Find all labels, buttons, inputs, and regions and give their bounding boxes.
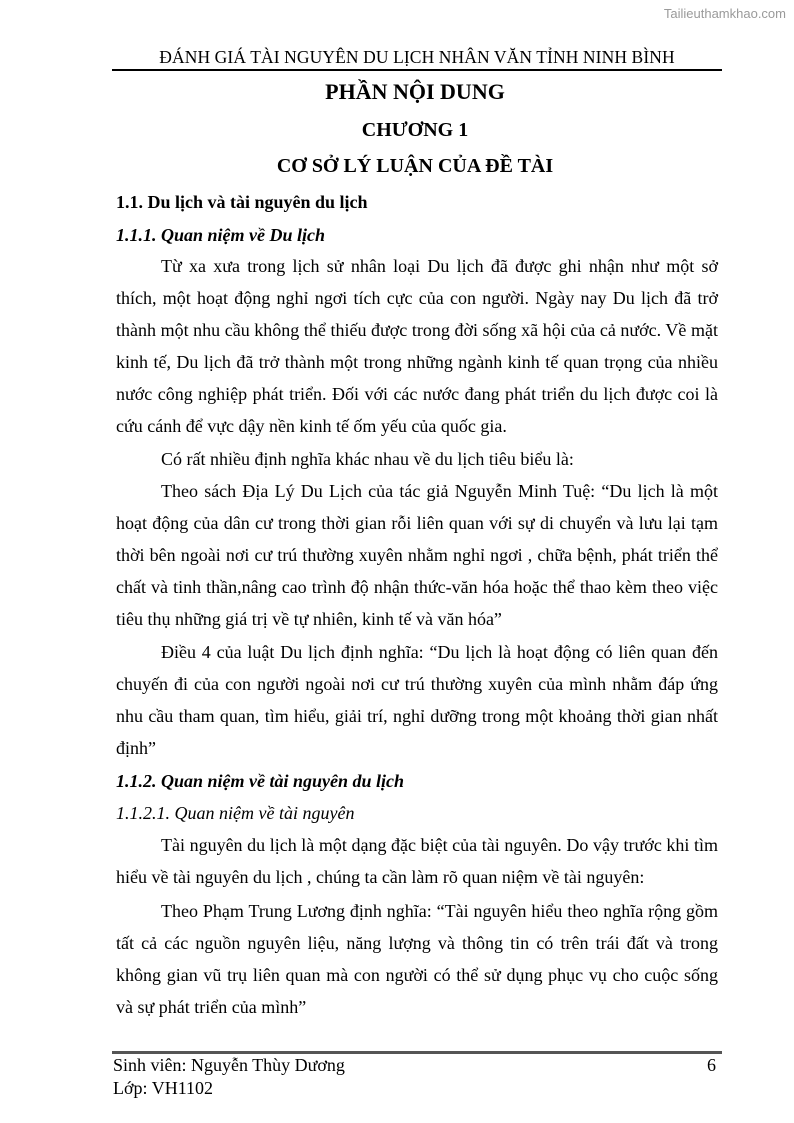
watermark: Tailieuthamkhao.com bbox=[663, 6, 786, 21]
running-header: ĐÁNH GIÁ TÀI NGUYÊN DU LỊCH NHÂN VĂN TỈNH NINH BÌNH bbox=[159, 47, 675, 67]
part-title: PHẦN NỘI DUNG bbox=[325, 79, 505, 104]
footer-divider bbox=[112, 1051, 722, 1054]
section-heading-1-1-1: 1.1.1. Quan niệm về Du lịch bbox=[116, 225, 326, 245]
paragraph-4: Điều 4 của luật Du lịch định nghĩa: “Du lịch là hoạt động có liên quan đến chuyến đi của con người ngoài nơi cư trú thường xuyên của mình nhằm đáp ứng nhu cầu tham quan, tìm hiểu, giải trí, nghỉ dưỡng trong một khoảng thời gian nhất định” bbox=[116, 642, 718, 758]
section-heading-1-1-2-1: 1.1.2.1. Quan niệm về tài nguyên bbox=[116, 803, 355, 823]
paragraph-1: Từ xa xưa trong lịch sử nhân loại Du lịch đã được ghi nhận như một sở thích, một hoạt động nghỉ ngơi tích cực của con người. Ngày nay Du lịch đã trở thành một nhu cầu không thể thiếu được trong đời sống xã hội của cả nước. Về mặt kinh tế, Du lịch đã trở thành một trong những ngành kinh tế quan trọng của nhiều nước công nghiệp phát triển. Đối với các nước đang phát triển du lịch được coi là cứu cánh để vực dậy nền kinh tế ốm yếu của quốc gia. bbox=[116, 256, 718, 436]
chapter-title: CƠ SỞ LÝ LUẬN CỦA ĐỀ TÀI bbox=[276, 155, 554, 177]
paragraph-2: Có rất nhiều định nghĩa khác nhau về du lịch tiêu biểu là: bbox=[161, 449, 574, 469]
paragraph-5: Tài nguyên du lịch là một dạng đặc biệt của tài nguyên. Do vậy trước khi tìm hiểu về tài nguyên du lịch , chúng ta cần làm rõ quan niệm về tài nguyên: bbox=[116, 835, 718, 887]
header-divider bbox=[112, 69, 722, 71]
chapter-number: CHƯƠNG 1 bbox=[361, 119, 469, 141]
paragraph-3: Theo sách Địa Lý Du Lịch của tác giả Nguyễn Minh Tuệ: “Du lịch là một hoạt động của dân cư trong thời gian rỗi liên quan với sự di chuyển và lưu lại tạm thời bên ngoài nơi cư trú thường xuyên nhằm nghỉ ngơi , chữa bệnh, phát triển thể chất và tinh thần,nâng cao trình độ nhận thức-văn hóa hoặc thể thao kèm theo việc tiêu thụ những giá trị về tự nhiên, kinh tế và văn hóa” bbox=[116, 481, 718, 629]
page-number: 6 bbox=[707, 1055, 716, 1075]
section-heading-1-1: 1.1. Du lịch và tài nguyên du lịch bbox=[116, 192, 368, 212]
footer-class: Lớp: VH1102 bbox=[113, 1078, 214, 1098]
paragraph-6: Theo Phạm Trung Lương định nghĩa: “Tài nguyên hiểu theo nghĩa rộng gồm tất cả các nguồn nguyên liệu, năng lượng và thông tin có trên trái đất và trong không gian vũ trụ liên quan mà con người có thể sử dụng phục vụ cho cuộc sống và sự phát triển của mình” bbox=[116, 901, 718, 1017]
footer-student-name: Sinh viên: Nguyễn Thùy Dương bbox=[113, 1055, 345, 1075]
section-heading-1-1-2: 1.1.2. Quan niệm về tài nguyên du lịch bbox=[116, 771, 405, 791]
